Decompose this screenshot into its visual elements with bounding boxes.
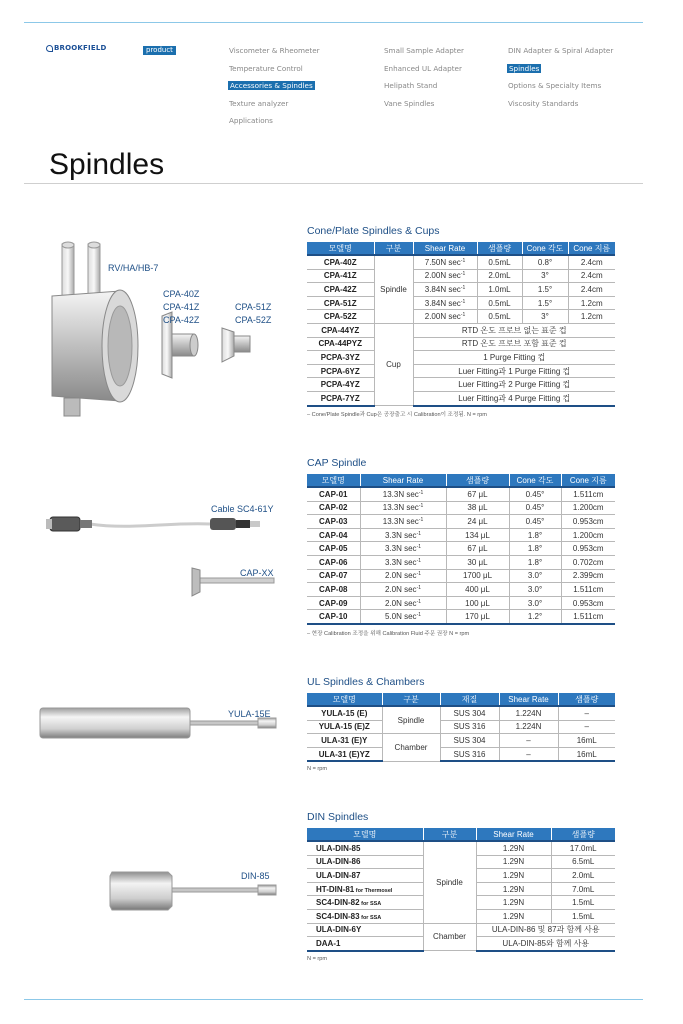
group-cup: Cup: [374, 323, 413, 405]
nav-viscometer[interactable]: Viscometer & Rheometer: [229, 46, 320, 55]
col-model: 모델명: [307, 242, 374, 255]
table-row: CAP-04 3.3N $\sec^{-1}$ 134 μL 1.8° 1.200cm: [307, 528, 615, 542]
din-note: N = rpm: [307, 956, 328, 962]
col-sample: 샘플량: [551, 828, 615, 841]
table-row: PCPA-3YZ 1 Purge Fitting 컵: [307, 351, 615, 365]
col-model: 모델명: [307, 693, 382, 706]
group-spindle: Spindle: [423, 841, 476, 923]
nav-helipath[interactable]: Helipath Stand: [384, 81, 438, 90]
nav-texture[interactable]: Texture analyzer: [229, 99, 289, 108]
label-cpa-52z: CPA-52Z: [235, 315, 272, 325]
group-spindle: Spindle: [382, 706, 440, 734]
page-title: Spindles: [49, 148, 165, 181]
nav-enhanced-ul[interactable]: Enhanced UL Adapter: [384, 64, 462, 73]
ul-note: N = rpm: [307, 766, 328, 772]
table-row: ULA-DIN-86 1.29N 6.5mL: [307, 855, 615, 869]
col-shear-rate: Shear Rate: [413, 242, 477, 255]
col-material: 재질: [440, 693, 499, 706]
top-rule: [24, 22, 643, 23]
nav-options[interactable]: Options & Specialty Items: [508, 81, 602, 90]
label-din-85: DIN-85: [241, 871, 270, 881]
nav-din-adapter[interactable]: DIN Adapter & Spiral Adapter: [508, 46, 614, 55]
table-row: ULA-31 (E)Y Chamber SUS 304 – 16mL: [307, 734, 615, 748]
table-row: ULA-DIN-85 Spindle 1.29N 17.0mL: [307, 841, 615, 855]
cap-spindle-table: [307, 474, 615, 625]
col-sample: 샘플량: [446, 474, 509, 487]
label-cpa-41z: CPA-41Z: [163, 302, 200, 312]
table-row: HT-DIN-81 for Thermosel 1.29N 7.0mL: [307, 882, 615, 896]
table-row: CPA-51Z 3.84N $\sec^{-1}$ 0.5mL 1.5° 1.2cm: [307, 296, 615, 310]
label-cpa-42z: CPA-42Z: [163, 315, 200, 325]
cap-spindle-title: CAP Spindle: [307, 457, 367, 469]
ul-spindles-table: [307, 693, 615, 762]
table-row: ULA-DIN-87 1.29N 2.0mL: [307, 869, 615, 883]
logo-text: BROOKFIELD: [54, 44, 107, 52]
group-spindle: Spindle: [374, 255, 413, 323]
col-cone-diameter: Cone 지름: [568, 242, 615, 255]
category-tag[interactable]: product: [143, 46, 176, 55]
label-rv-ha-hb-7: RV/HA/HB-7: [108, 263, 159, 273]
col-cone-angle: Cone 각도: [522, 242, 568, 255]
table-header: [307, 474, 615, 487]
table-row: SC4-DIN-83 for SSA 1.29N 1.5mL: [307, 909, 615, 923]
brand-logo[interactable]: [46, 44, 107, 52]
nav-viscosity-standards[interactable]: Viscosity Standards: [508, 99, 579, 108]
nav-spindles[interactable]: Spindles: [509, 64, 540, 73]
label-cpa-40z: CPA-40Z: [163, 289, 200, 299]
table-row: CAP-03 13.3N $\sec^{-1}$ 24 μL 0.45° 0.953cm: [307, 515, 615, 529]
table-row: CAP-05 3.3N $\sec^{-1}$ 67 μL 1.8° 0.953cm: [307, 542, 615, 556]
nav-small-sample[interactable]: Small Sample Adapter: [384, 46, 464, 55]
col-type: 구분: [423, 828, 476, 841]
table-row: CAP-07 2.0N $\sec^{-1}$ 1700 μL 3.0° 2.399cm: [307, 569, 615, 583]
col-sample: 샘플량: [558, 693, 615, 706]
label-yula-15e: YULA-15E: [228, 709, 271, 719]
table-row: CPA-42Z 3.84N $\sec^{-1}$ 1.0mL 1.5° 2.4cm: [307, 283, 615, 297]
table-row: PCPA-7YZ Luer Fitting과 4 Purge Fitting 컵: [307, 391, 615, 405]
col-sample: 샘플량: [477, 242, 522, 255]
col-shear-rate: Shear Rate: [499, 693, 558, 706]
table-row: DAA-1 ULA-DIN-85와 함께 사용: [307, 937, 615, 951]
table-row: CPA-41Z 2.00N $\sec^{-1}$ 2.0mL 3° 2.4cm: [307, 269, 615, 283]
table-row: CAP-08 2.0N $\sec^{-1}$ 400 μL 3.0° 1.511cm: [307, 583, 615, 597]
table-row: CPA-44YZ Cup RTD 온도 프로브 없는 표준 컵: [307, 323, 615, 337]
table-row: PCPA-6YZ Luer Fitting과 1 Purge Fitting 컵: [307, 364, 615, 378]
nav-accessories[interactable]: Accessories & Spindles: [230, 81, 313, 90]
title-rule: [24, 183, 643, 184]
ul-spindles-title: UL Spindles & Chambers: [307, 676, 425, 688]
cone-plate-note: – Cone/Plate Spindle과 Cup은 공장출고 시 Calibration이 조정됨. N = rpm: [307, 412, 487, 418]
nav-applications[interactable]: Applications: [229, 116, 273, 125]
table-header: [307, 828, 615, 841]
label-cap-xx: CAP-XX: [240, 568, 274, 578]
din-spindles-table: [307, 828, 615, 952]
table-row: CAP-10 5.0N $\sec^{-1}$ 170 μL 1.2° 1.511cm: [307, 610, 615, 624]
table-row: CPA-52Z 2.00N $\sec^{-1}$ 0.5mL 3° 1.2cm: [307, 310, 615, 324]
group-chamber: Chamber: [382, 734, 440, 762]
table-header: [307, 242, 615, 255]
col-shear-rate: Shear Rate: [360, 474, 446, 487]
col-shear-rate: Shear Rate: [476, 828, 551, 841]
cone-plate-title: Cone/Plate Spindles & Cups: [307, 225, 440, 237]
cap-spindle-note: – 현장 Calibration 조정을 위해 Calibration Fluid 주문 권장 N = rpm: [307, 631, 470, 637]
table-header: [307, 693, 615, 706]
din-spindles-title: DIN Spindles: [307, 811, 369, 823]
bottom-rule: [24, 999, 643, 1000]
col-model: 모델명: [307, 828, 423, 841]
nav-temperature[interactable]: Temperature Control: [229, 64, 303, 73]
cap-spindle-illustration: [40, 500, 280, 610]
col-cone-angle: Cone 각도: [509, 474, 561, 487]
table-row: ULA-DIN-6Y Chamber ULA-DIN-86 및 87과 함께 사용: [307, 923, 615, 937]
table-row: PCPA-4YZ Luer Fitting과 2 Purge Fitting 컵: [307, 378, 615, 392]
table-row: ULA-31 (E)YZ SUS 316 – 16mL: [307, 747, 615, 761]
logo-icon: [46, 45, 53, 52]
table-row: CAP-06 3.3N $\sec^{-1}$ 30 μL 1.8° 0.702cm: [307, 555, 615, 569]
table-row: CPA-40Z Spindle 7.50N $\sec^{-1}$ 0.5mL 0.8° 2.4cm: [307, 255, 615, 269]
table-row: YULA-15 (E)Z SUS 316 1.224N –: [307, 720, 615, 734]
group-chamber: Chamber: [423, 923, 476, 951]
col-cone-diameter: Cone 지름: [561, 474, 615, 487]
label-cpa-51z: CPA-51Z: [235, 302, 272, 312]
nav-vane[interactable]: Vane Spindles: [384, 99, 435, 108]
table-row: YULA-15 (E) Spindle SUS 304 1.224N –: [307, 706, 615, 720]
table-row: CAP-09 2.0N $\sec^{-1}$ 100 μL 3.0° 0.953cm: [307, 596, 615, 610]
col-type: 구분: [382, 693, 440, 706]
col-model: 모델명: [307, 474, 360, 487]
cone-plate-table: [307, 242, 615, 407]
label-cable-sc4-61y: Cable SC4-61Y: [211, 504, 274, 514]
col-type: 구분: [374, 242, 413, 255]
table-row: CAP-02 13.3N $\sec^{-1}$ 38 μL 0.45° 1.200cm: [307, 501, 615, 515]
table-row: SC4-DIN-82 for SSA 1.29N 1.5mL: [307, 896, 615, 910]
table-row: CAP-01 13.3N $\sec^{-1}$ 67 μL 0.45° 1.511cm: [307, 487, 615, 501]
table-row: CPA-44PYZ RTD 온도 프로브 포함 표준 컵: [307, 337, 615, 351]
